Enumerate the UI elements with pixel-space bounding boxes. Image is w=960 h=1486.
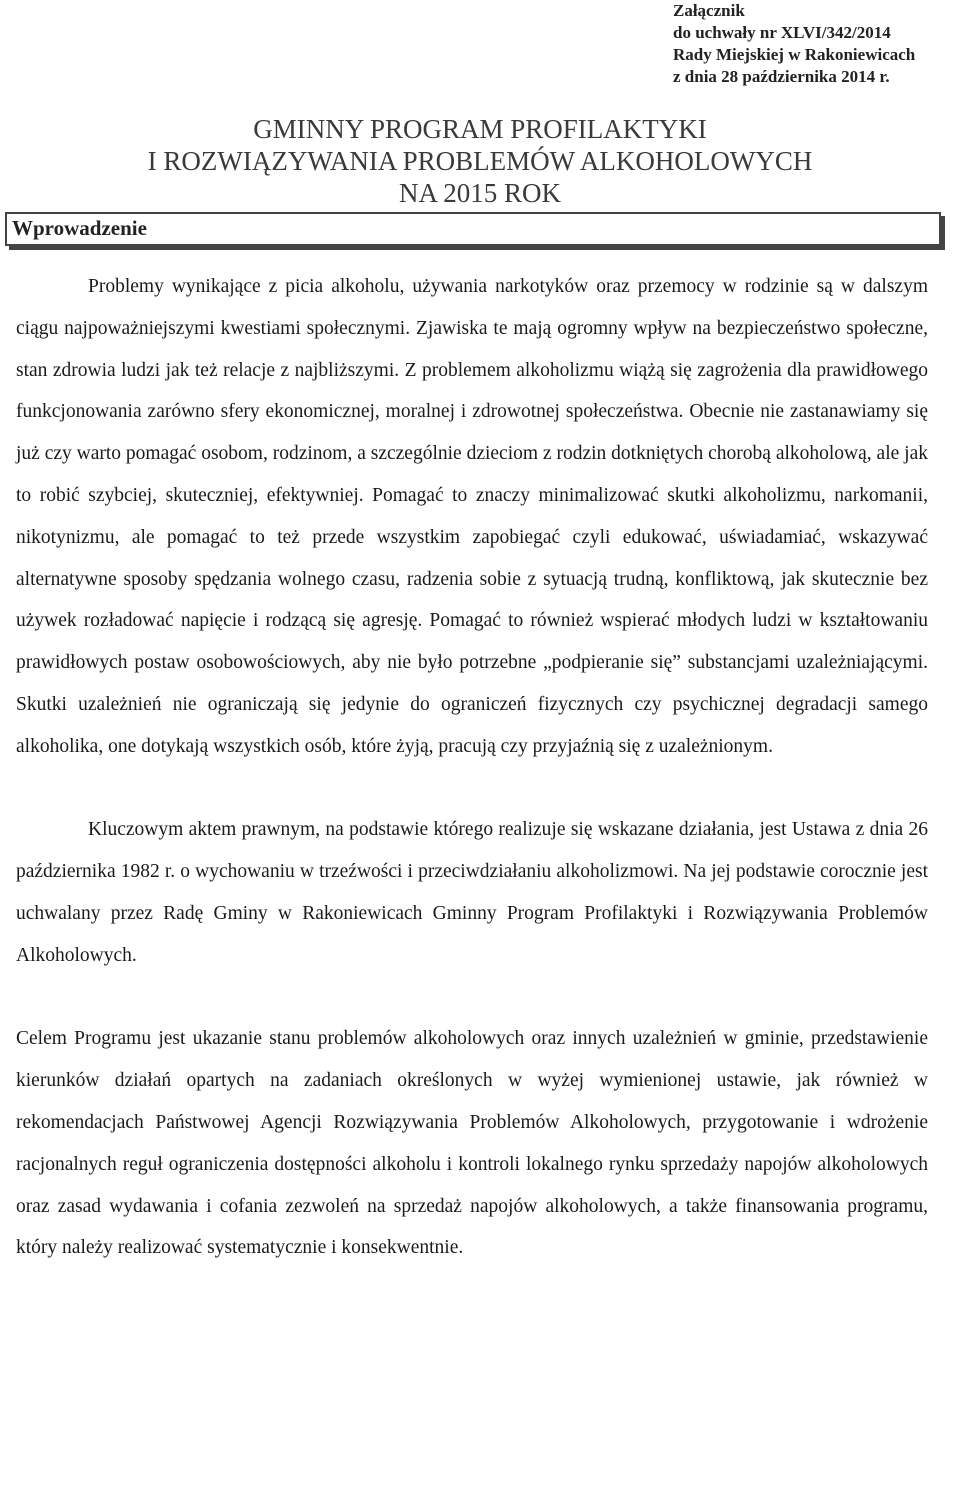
section-heading: Wprowadzenie [12, 216, 147, 240]
annex-label: Załącznik [673, 1, 745, 20]
title-line-3: NA 2015 ROK [398, 178, 561, 208]
annex-resolution-number: do uchwały nr XLVI/342/2014 [673, 23, 891, 42]
document-body [16, 266, 928, 1311]
document-title [0, 113, 960, 209]
title-line-1: GMINNY PROGRAM PROFILAKTYKI [253, 114, 707, 144]
annex-date: z dnia 28 października 2014 r. [673, 67, 890, 86]
paragraph-legal-basis: Kluczowym aktem prawnym, na podstawie którego realizuje się wskazane działania, jest Ustawa z dnia 26 października 1982 r. o wychowaniu w trzeźwości i przeciwdziałaniu alkoholizmowi. Na jej podstawie corocznie jest uchwalany przez Radę Gminy w Rakoniewicach Gminny Program Profilaktyki i Rozwiązywania Problemów Alkoholowych. [16, 819, 928, 966]
annex-council: Rady Miejskiej w Rakoniewicach [673, 45, 916, 64]
paragraph-program-goal: Celem Programu jest ukazanie stanu problemów alkoholowych oraz innych uzależnień w gminie, przedstawienie kierunków działań opartych na zadaniach określonych w wyżej wymienionej ustawie, jak również w rekomendacjach Państwowej Agencji Rozwiązywania Problemów Alkoholowych, przygotowanie i wdrożenie racjonalnych reguł ograniczenia dostępności alkoholu i kontroli lokalnego rynku sprzedaży napojów alkoholowych oraz zasad wydawania i cofania zezwoleń na sprzedaż napojów alkoholowych, a także finansowania programu, który należy realizować systematycznie i konsekwentnie. [16, 1028, 928, 1259]
title-line-2: I ROZWIĄZYWANIA PROBLEMÓW ALKOHOLOWYCH [147, 146, 813, 176]
paragraph-intro: Problemy wynikające z picia alkoholu, używania narkotyków oraz przemocy w rodzinie są w dalszym ciągu najpoważniejszymi kwestiami społecznymi. Zjawiska te mają ogromny wpływ na bezpieczeństwo społeczne, stan zdrowia ludzi jak też relacje z najbliższymi. Z problemem alkoholizmu wiążą się zagrożenia dla prawidłowego funkcjonowania zarówno sfery ekonomicznej, moralnej i zdrowotnej społeczeństwa. Obecnie nie zastanawiamy się już czy warto pomagać osobom, rodzinom, a szczególnie dzieciom z rodzin dotkniętych chorobą alkoholową, ale jak to robić szybciej, skuteczniej, efektywniej. Pomagać to znaczy minimalizować skutki alkoholizmu, narkomanii, nikotynizmu, ale pomagać to też przede wszystkim zapobiegać czyli edukować, uświadamiać, wskazywać alternatywne sposoby spędzania wolnego czasu, radzenia sobie z sytuacją trudną, konfliktową, jak skutecznie bez używek rozładować napięcie i rodzącą się agresję. Pomagać to również wspierać młodych ludzi w kształtowaniu prawidłowych postaw osobowościowych, aby nie było potrzebne „podpieranie się” substancjami uzależniającymi. Skutki uzależnień nie ograniczają się jedynie do ograniczeń fizycznych czy psychicznej degradacji samego alkoholika, one dotykają wszystkich osób, które żyją, pracują czy przyjaźnią się z uzależnionym. [16, 276, 928, 757]
annex-header [673, 0, 915, 88]
